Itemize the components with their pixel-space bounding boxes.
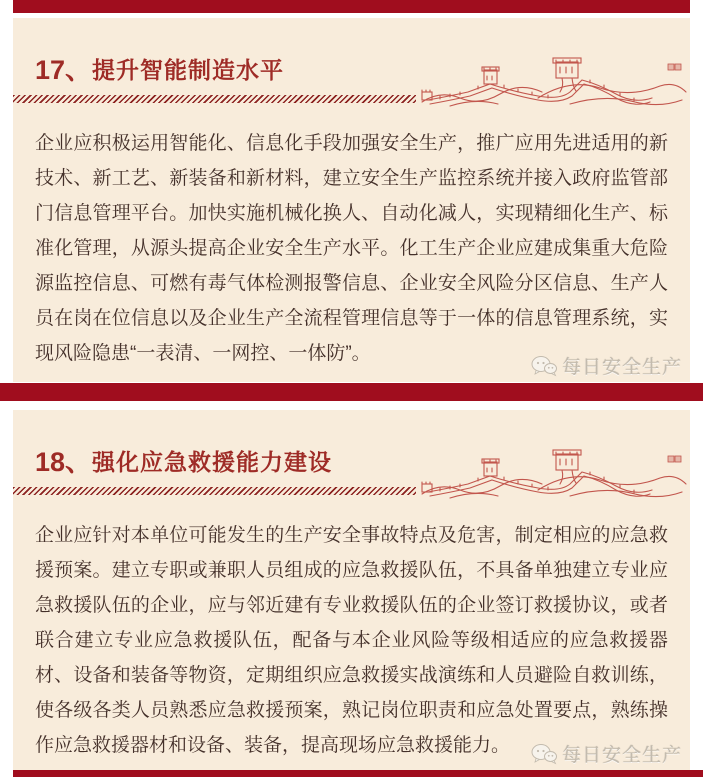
section-caption: 提升智能制造水平 xyxy=(92,57,285,83)
hatched-divider xyxy=(13,487,416,495)
section-caption: 强化应急救援能力建设 xyxy=(92,449,333,475)
great-wall-illustration xyxy=(420,446,688,514)
section-17-body: 企业应积极运用智能化、信息化手段加强安全生产，推广应用先进适用的新技术、新工艺、新装备和新材料，建立安全生产监控系统并接入政府监管部门信息管理平台。加快实施机械化换人、自动化减人，实现精细化生产、标准化管理，从源头提高企业安全生产水平。化工生产企业应建成集重大危险源监控信息、可燃有毒气体检测报警信息、企业安全风险分区信息、生产人员在岗在位信息以及企业生产全流程管理信息等于一体的信息管理系统，实现风险隐患“一表清、一网控、一体防”。 xyxy=(35,133,668,364)
section-card-18 xyxy=(13,410,690,770)
watermark-label: 每日安全生产 xyxy=(561,745,682,766)
bottom-accent-bar xyxy=(13,770,703,777)
wechat-icon xyxy=(531,355,557,377)
middle-accent-bar xyxy=(0,383,703,401)
wechat-icon xyxy=(531,743,557,765)
great-wall-illustration xyxy=(420,54,688,122)
watermark-label: 每日安全生产 xyxy=(561,357,682,378)
section-number: 18、 xyxy=(35,447,93,477)
section-card-17 xyxy=(13,18,690,382)
watermark xyxy=(531,740,682,767)
watermark xyxy=(531,352,682,379)
section-18-title xyxy=(35,440,332,479)
hatched-divider xyxy=(13,95,416,103)
section-18-body: 企业应针对本单位可能发生的生产安全事故特点及危害，制定相应的应急救援预案。建立专职或兼职人员组成的应急救援队伍，不具备单独建立专业应急救援队伍的企业，应与邻近建有专业救援队伍的企业签订救援协议，或者联合建立专业应急救援队伍，配备与本企业风险等级相适应的应急救援器材、设备和装备等物资，定期组织应急救援实战演练和人员避险自救训练，使各级各类人员熟悉应急救援预案，熟记岗位职责和应急处置要点，熟练操作应急救援器材和设备、装备，提高现场应急救援能力。 xyxy=(35,525,668,756)
section-number: 17、 xyxy=(35,55,93,85)
section-17-title xyxy=(35,48,284,87)
top-accent-bar xyxy=(13,0,690,13)
